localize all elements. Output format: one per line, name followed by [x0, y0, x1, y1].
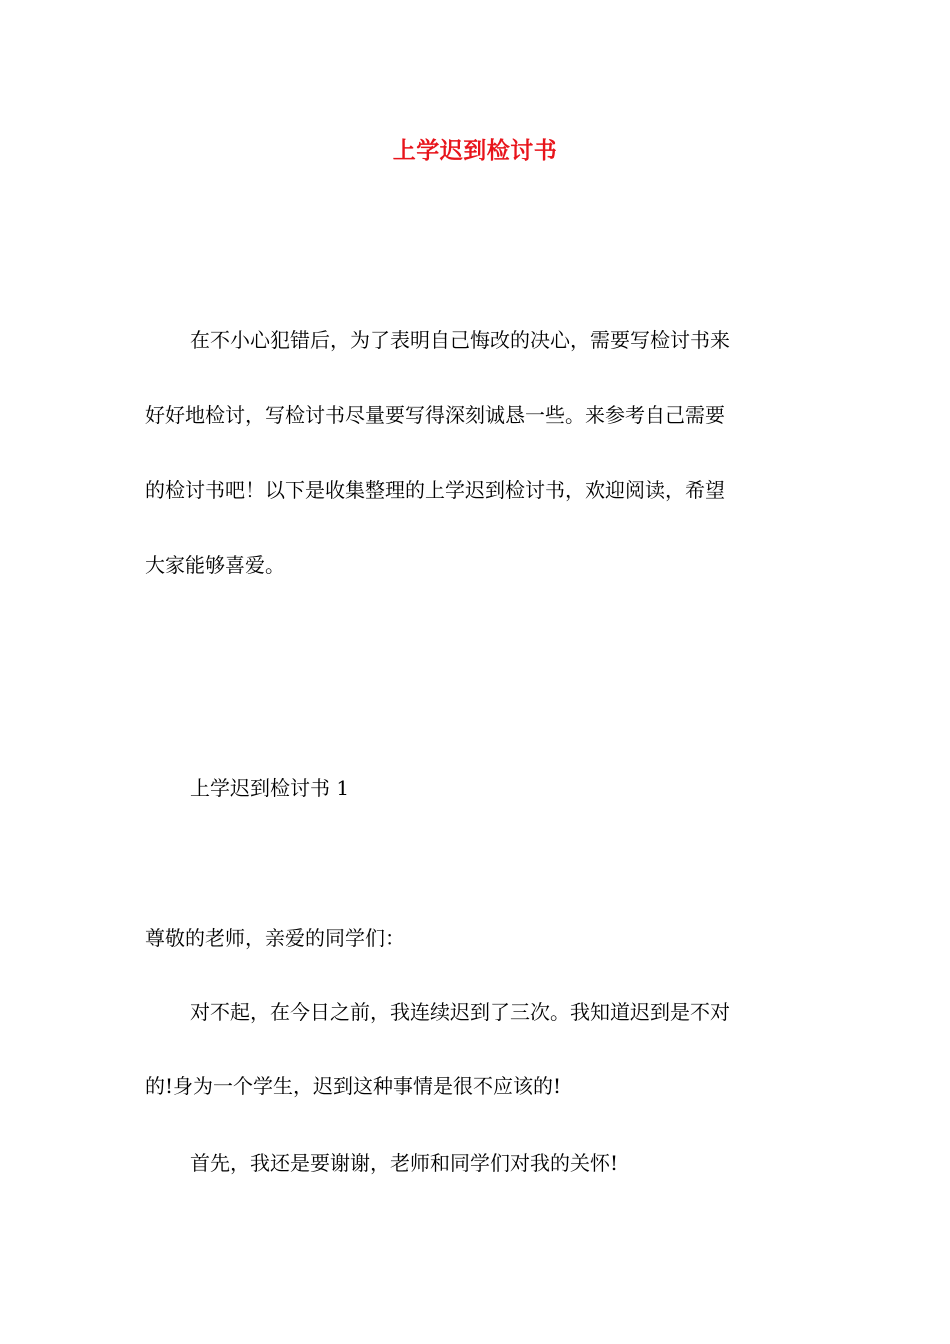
intro-line-1: 在不小心犯错后，为了表明自己悔改的决心，需要写检讨书来: [190, 328, 730, 352]
intro-line-2: 好好地检讨，写检讨书尽量要写得深刻诚恳一些。来参考自己需要: [145, 403, 725, 427]
body-line-2: 的!身为一个学生，迟到这种事情是很不应该的!: [145, 1074, 562, 1098]
salutation: 尊敬的老师，亲爱的同学们：: [145, 926, 405, 950]
body-line-3: 首先，我还是要谢谢，老师和同学们对我的关怀!: [190, 1151, 619, 1175]
intro-line-4: 大家能够喜爱。: [145, 553, 285, 577]
section-heading: 上学迟到检讨书 1: [190, 776, 350, 800]
document-title: 上学迟到检讨书: [392, 137, 558, 164]
intro-line-3: 的检讨书吧！以下是收集整理的上学迟到检讨书，欢迎阅读，希望: [145, 478, 725, 502]
body-line-1: 对不起，在今日之前，我连续迟到了三次。我知道迟到是不对: [190, 1000, 730, 1024]
